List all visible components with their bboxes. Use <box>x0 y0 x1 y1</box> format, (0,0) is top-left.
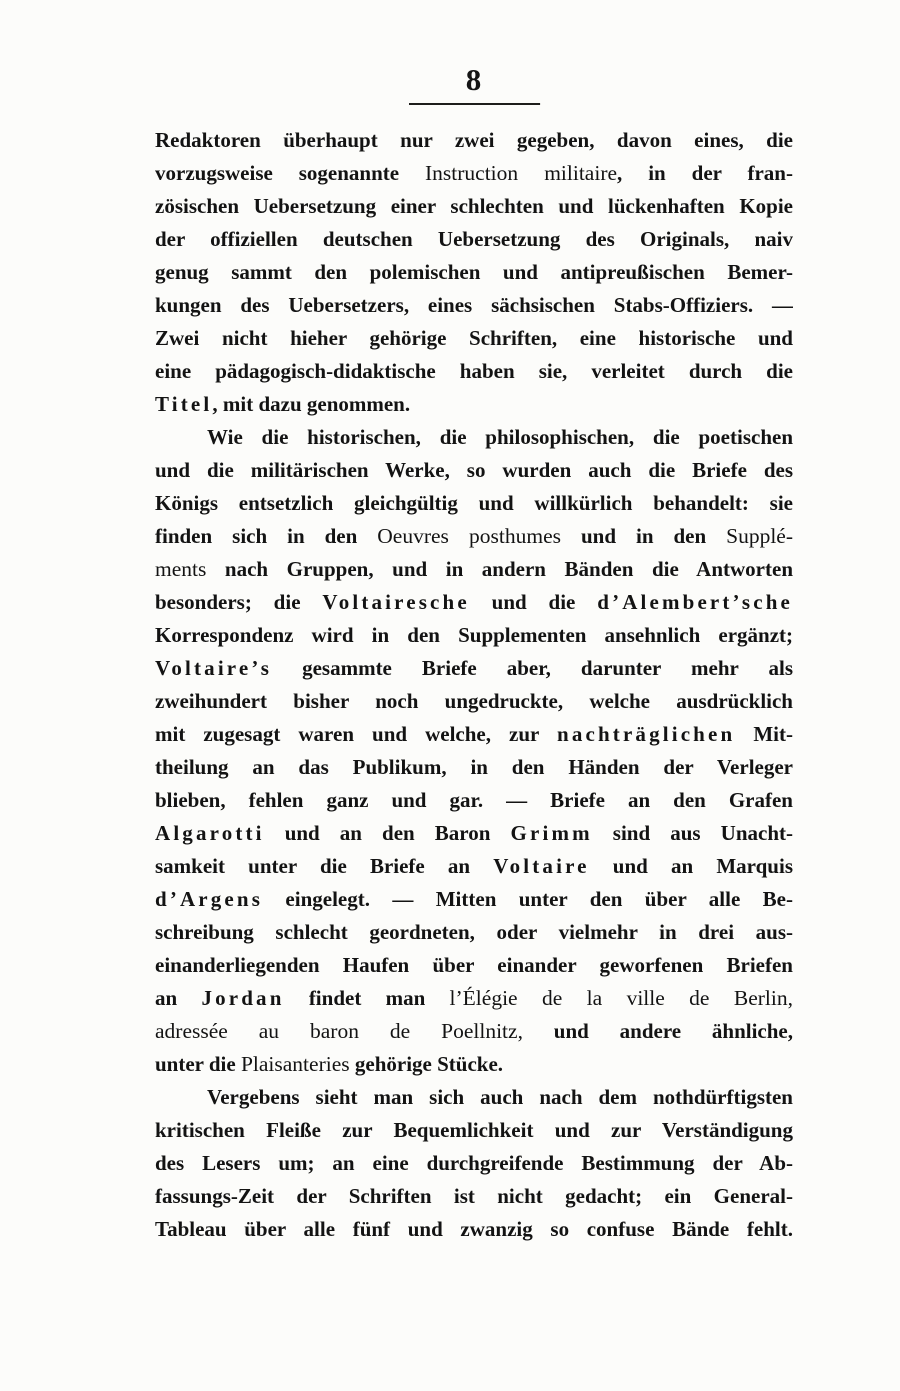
fraktur-text: theilung an das Publikum, in den Händen der Verleger <box>155 755 793 779</box>
fraktur-text: der offiziellen deutschen Uebersetzung des Originals, naiv <box>155 227 793 251</box>
page-number: 8 <box>465 62 483 97</box>
fraktur-text: vorzugsweise sogenannte <box>155 161 425 185</box>
fraktur-text: und in den <box>561 524 727 548</box>
fraktur-text: zweihundert bisher noch ungedruckte, welche ausdrücklich <box>155 689 793 713</box>
fraktur-text: und an Marquis <box>589 854 793 878</box>
text-line <box>155 1048 793 1081</box>
fraktur-text: und andere ähnliche, <box>522 1019 793 1043</box>
text-line <box>155 355 793 388</box>
fraktur-text: gesammte Briefe aber, darunter mehr als <box>272 656 793 680</box>
fraktur-text: einanderliegenden Haufen über einander geworfenen Briefen <box>155 953 793 977</box>
fraktur-text: besonders; die <box>155 590 323 614</box>
fraktur-text: blieben, fehlen ganz und gar. — Briefe an den Grafen <box>155 788 793 812</box>
text-line <box>155 1114 793 1147</box>
antiqua-text: Instruction militaire <box>425 161 618 185</box>
fraktur-text: , in der fran- <box>617 161 793 185</box>
text-line <box>155 157 793 190</box>
text-line <box>155 190 793 223</box>
spaced-text: Voltairesche <box>322 590 470 614</box>
antiqua-text: l’Élégie de la ville de Berlin, <box>449 986 793 1010</box>
antiqua-text: Oeuvres posthumes <box>377 524 561 548</box>
fraktur-text: Redaktoren überhaupt nur zwei gegeben, davon eines, die <box>155 128 793 152</box>
fraktur-text: Zwei nicht hieher gehörige Schriften, eine historische und <box>155 326 793 350</box>
text-line <box>155 949 793 982</box>
text-line <box>155 982 793 1015</box>
fraktur-text: zösischen Uebersetzung einer schlechten und lückenhaften Kopie <box>155 194 793 218</box>
antiqua-text: Plaisanteries <box>240 1052 350 1076</box>
text-line <box>155 586 793 619</box>
fraktur-text: finden sich in den <box>155 524 378 548</box>
text-line <box>155 223 793 256</box>
fraktur-text: , mit dazu genommen. <box>212 392 411 416</box>
spaced-text: Voltaire’s <box>155 656 273 680</box>
antiqua-text: ments <box>155 557 207 581</box>
spaced-text: Jordan <box>201 986 285 1010</box>
text-block <box>155 124 793 1246</box>
text-line <box>155 520 793 553</box>
fraktur-text: eine pädagogisch-didaktische haben sie, verleitet durch die <box>155 359 793 383</box>
fraktur-text: Vergebens sieht man sich auch nach dem nothdürftigsten <box>207 1085 793 1109</box>
text-line <box>155 784 793 817</box>
text-line <box>155 916 793 949</box>
fraktur-text: Mit- <box>735 722 793 746</box>
fraktur-text: an <box>155 986 202 1010</box>
text-line <box>155 421 793 454</box>
text-line <box>155 1147 793 1180</box>
spaced-text: Titel <box>155 392 213 416</box>
fraktur-text: unter die <box>155 1052 241 1076</box>
text-line <box>155 817 793 850</box>
spaced-text: Grimm <box>510 821 593 845</box>
spaced-text: nachträglichen <box>557 722 736 746</box>
antiqua-text: adressée au baron de Poellnitz, <box>155 1019 523 1043</box>
text-line <box>155 718 793 751</box>
fraktur-text: gehörige Stücke. <box>349 1052 504 1076</box>
text-line <box>155 388 793 421</box>
text-line <box>155 322 793 355</box>
text-line <box>155 1015 793 1048</box>
fraktur-text: Königs entsetzlich gleichgültig und willkürlich behandelt: sie <box>155 491 793 515</box>
fraktur-text: nach Gruppen, und in andern Bänden die Antworten <box>206 557 793 581</box>
spaced-text: Algarotti <box>155 821 265 845</box>
fraktur-text: findet man <box>284 986 450 1010</box>
text-line <box>155 124 793 157</box>
fraktur-text: samkeit unter die Briefe an <box>155 854 494 878</box>
fraktur-text: und an den Baron <box>264 821 511 845</box>
fraktur-text: und die militärischen Werke, so wurden auch die Briefe des <box>155 458 793 482</box>
spaced-text: d’Alembert’sche <box>597 590 793 614</box>
antiqua-text: Supplé- <box>726 524 793 548</box>
fraktur-text: kritischen Fleiße zur Bequemlichkeit und zur Verständigung <box>155 1118 793 1142</box>
running-head <box>155 62 793 105</box>
fraktur-text: Tableau über alle fünf und zwanzig so confuse Bände fehlt. <box>155 1217 793 1241</box>
fraktur-text: des Lesers um; an eine durchgreifende Bestimmung der Ab- <box>155 1151 793 1175</box>
fraktur-text: kungen des Uebersetzers, eines sächsischen Stabs-Offiziers. — <box>155 293 793 317</box>
spaced-text: d’Argens <box>155 887 264 911</box>
text-line <box>155 553 793 586</box>
fraktur-text: fassungs-Zeit der Schriften ist nicht gedacht; ein General- <box>155 1184 793 1208</box>
text-line <box>155 487 793 520</box>
text-line <box>155 883 793 916</box>
text-line <box>155 289 793 322</box>
fraktur-text: mit zugesagt waren und welche, zur <box>155 722 558 746</box>
text-line <box>155 1213 793 1246</box>
text-line <box>155 751 793 784</box>
text-line <box>155 850 793 883</box>
text-line <box>155 685 793 718</box>
fraktur-text: Wie die historischen, die philosophischen, die poetischen <box>207 425 793 449</box>
fraktur-text: und die <box>469 590 598 614</box>
text-line <box>155 652 793 685</box>
fraktur-text: schreibung schlecht geordneten, oder vielmehr in drei aus- <box>155 920 793 944</box>
fraktur-text: eingelegt. — Mitten unter den über alle Be- <box>263 887 793 911</box>
text-line <box>155 454 793 487</box>
text-line <box>155 256 793 289</box>
text-line <box>155 1180 793 1213</box>
fraktur-text: genug sammt den polemischen und antipreußischen Bemer- <box>155 260 793 284</box>
header-rule <box>409 103 540 105</box>
text-line <box>155 619 793 652</box>
fraktur-text: sind aus Unacht- <box>592 821 793 845</box>
text-line <box>155 1081 793 1114</box>
spaced-text: Voltaire <box>493 854 590 878</box>
fraktur-text: Korrespondenz wird in den Supplementen ansehnlich ergänzt; <box>155 623 793 647</box>
